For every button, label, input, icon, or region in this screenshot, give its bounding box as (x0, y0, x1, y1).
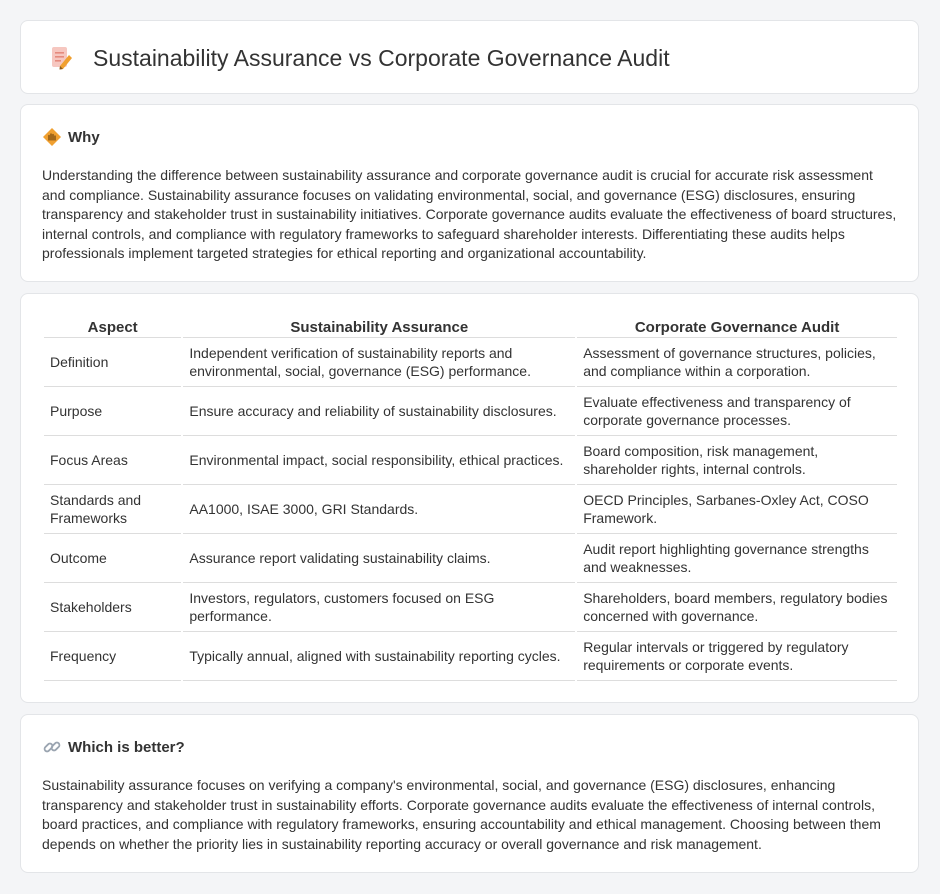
aspect-cell: Stakeholders (44, 583, 181, 632)
table-row (44, 485, 897, 534)
comparison-section (20, 293, 919, 703)
sustainability-cell: Assurance report validating sustainability claims. (183, 534, 575, 583)
table-row (44, 338, 897, 387)
header-corporate-governance-audit: Corporate Governance Audit (577, 315, 897, 338)
why-section (20, 104, 919, 282)
link-icon (42, 737, 62, 757)
governance-cell: OECD Principles, Sarbanes-Oxley Act, COSO Framework. (577, 485, 897, 534)
governance-cell: Assessment of governance structures, policies, and compliance within a corporation. (577, 338, 897, 387)
aspect-cell: Definition (44, 338, 181, 387)
header-card (20, 20, 919, 94)
better-heading (42, 737, 185, 757)
aspect-cell: Frequency (44, 632, 181, 681)
document-pencil-icon (47, 44, 75, 72)
governance-cell: Regular intervals or triggered by regulatory requirements or corporate events. (577, 632, 897, 681)
table-row (44, 387, 897, 436)
sustainability-cell: Ensure accuracy and reliability of sustainability disclosures. (183, 387, 575, 436)
table-row (44, 583, 897, 632)
governance-cell: Shareholders, board members, regulatory bodies concerned with governance. (577, 583, 897, 632)
governance-cell: Audit report highlighting governance strengths and weaknesses. (577, 534, 897, 583)
better-title: Which is better? (68, 738, 185, 756)
title-row (47, 44, 670, 72)
governance-cell: Board composition, risk management, shareholder rights, internal controls. (577, 436, 897, 485)
table-row (44, 436, 897, 485)
better-body: Sustainability assurance focuses on verifying a company's environmental, social, and governance (ESG) disclosures, enhancing transparency and stakeholder trust in sustainability efforts. Corporate governance audits evaluate the effectiveness of internal controls, board practices, and compliance with regulatory frameworks, ensuring accountability and ethical management. Choosing between them depends on whether the priority lies in sustainability reporting accuracy or overall governance and risk management. (42, 777, 881, 852)
aspect-cell: Focus Areas (44, 436, 181, 485)
header-aspect: Aspect (44, 315, 181, 338)
sustainability-cell: Typically annual, aligned with sustainability reporting cycles. (183, 632, 575, 681)
comparison-table (42, 315, 899, 681)
governance-cell: Evaluate effectiveness and transparency of corporate governance processes. (577, 387, 897, 436)
table-row (44, 534, 897, 583)
header-sustainability-assurance: Sustainability Assurance (183, 315, 575, 338)
aspect-cell: Outcome (44, 534, 181, 583)
why-body: Understanding the difference between sustainability assurance and corporate governance audit is crucial for accurate risk assessment and compliance. Sustainability assurance focuses on validating environmental, social, and governance (ESG) disclosures, ensuring transparency and stakeholder trust in sustainability initiatives. Corporate governance audits evaluate the effectiveness of board structures, internal controls, and compliance with regulatory frameworks to safeguard shareholder interests. Differentiating these audits helps professionals implement targeted strategies for ethical reporting and organizational accountability. (42, 167, 897, 261)
why-heading (42, 127, 100, 147)
which-is-better-section (20, 714, 919, 873)
aspect-cell: Standards and Frameworks (44, 485, 181, 534)
table-row (44, 632, 897, 681)
aspect-cell: Purpose (44, 387, 181, 436)
table-header-row (44, 315, 897, 338)
sustainability-cell: Environmental impact, social responsibility, ethical practices. (183, 436, 575, 485)
hand-icon (42, 127, 62, 147)
page-title: Sustainability Assurance vs Corporate Governance Audit (93, 44, 670, 71)
why-title: Why (68, 128, 100, 146)
sustainability-cell: AA1000, ISAE 3000, GRI Standards. (183, 485, 575, 534)
sustainability-cell: Investors, regulators, customers focused on ESG performance. (183, 583, 575, 632)
sustainability-cell: Independent verification of sustainability reports and environmental, social, governance (ESG) performance. (183, 338, 575, 387)
